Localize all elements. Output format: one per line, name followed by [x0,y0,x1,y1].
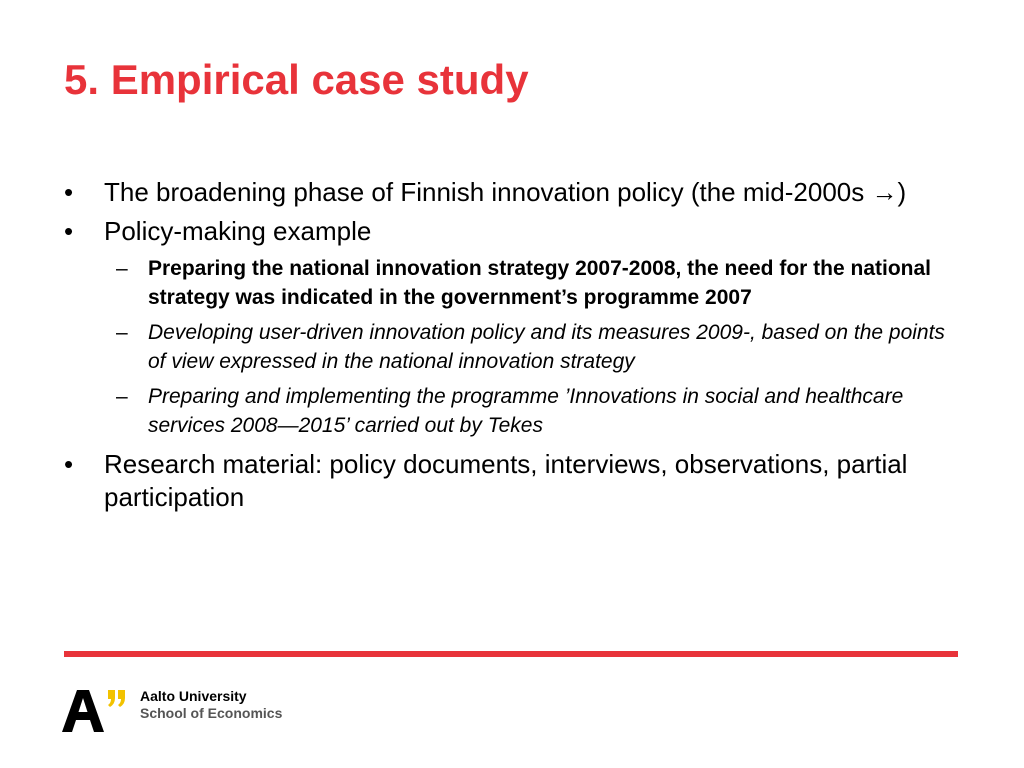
bullet-item [62,176,962,209]
sub-bullet-marker: – [116,385,128,408]
bullet-marker: • [64,216,74,246]
sub-bullet-item [62,382,954,440]
bullet-text: Policy-making example [104,216,372,246]
sub-bullet-text: Preparing and implementing the programme ’Innovations in social and healthcare services 2008—2015’ carried out by Tekes [148,385,904,437]
sub-bullet-list [62,254,962,440]
school-name: School of Economics [140,705,283,721]
bullet-marker: • [64,177,74,207]
aalto-logo-icon [62,686,132,732]
right-arrow-icon: → [871,177,898,207]
bullet-marker: • [64,449,74,479]
sub-bullet-item [62,318,954,376]
footer-divider [64,651,958,657]
university-name: Aalto University [140,688,247,704]
sub-bullet-marker: – [116,321,128,344]
sub-bullet-marker: – [116,257,128,280]
sub-bullet-item [62,254,954,312]
footer-logo-text [140,688,282,722]
bullet-text-end: ) [897,177,907,207]
slide-content [62,176,962,520]
bullet-text: Research material: policy documents, interviews, observations, partial participation [104,449,908,512]
sub-bullet-text: Developing user-driven innovation policy and its measures 2009-, based on the points of view expressed in the national innovation strategy [148,321,945,373]
bullet-item [62,215,962,248]
bullet-text: The broadening phase of Finnish innovation policy (the mid-2000s [104,177,872,207]
sub-bullet-text: Preparing the national innovation strategy 2007-2008, the need for the national strategy was indicated in the government’s programme 2007 [148,257,932,309]
bullet-item [62,448,962,514]
slide-title: 5. Empirical case study [64,56,529,103]
